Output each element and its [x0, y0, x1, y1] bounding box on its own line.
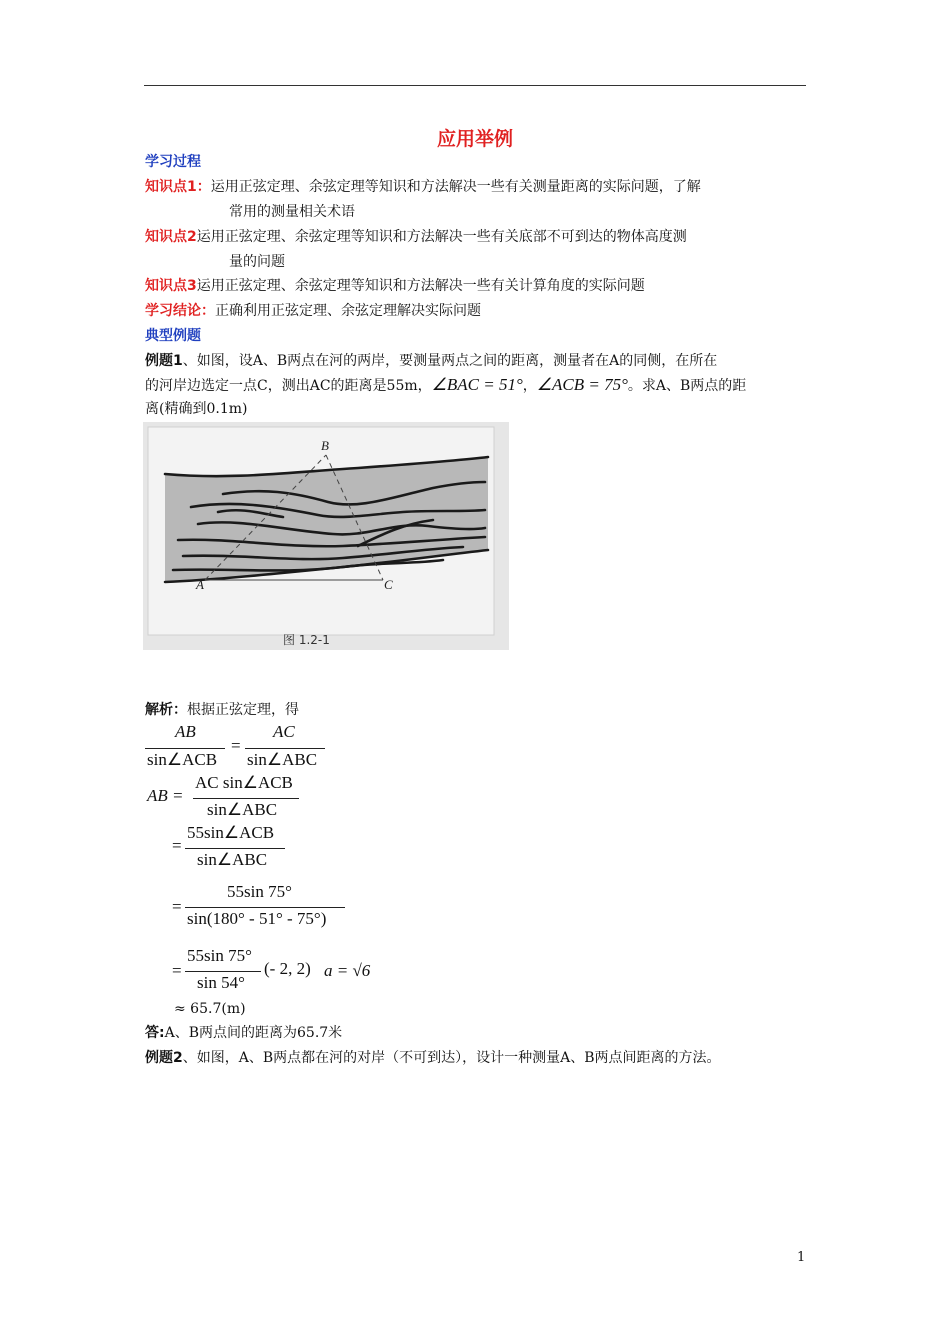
kp3-text: 运用正弦定理、余弦定理等知识和方法解决一些有关计算角度的实际问题	[196, 278, 645, 294]
eq2-num: AC sin∠ACB	[195, 773, 293, 792]
eq5-equals: =	[172, 961, 182, 980]
ex1-line2	[145, 375, 746, 396]
label-c: C	[384, 577, 393, 592]
kp2-cont: 量的问题	[229, 254, 285, 270]
ex1-line1	[145, 351, 717, 371]
ex1-label: 例题1	[145, 353, 183, 369]
label-b: B	[321, 438, 329, 453]
approx-result: ≈ 65.7(m)	[174, 1001, 246, 1017]
kp1-label: 知识点1：	[145, 179, 211, 195]
kp2-label: 知识点2	[145, 229, 197, 245]
equation-5	[170, 946, 410, 996]
label-a: A	[196, 577, 204, 592]
conclusion-line	[145, 301, 481, 321]
eq3-den: sin∠ABC	[197, 850, 268, 869]
solution-label: 解析：	[145, 702, 187, 718]
eq4-den: sin(180° - 51° - 75°)	[187, 909, 327, 928]
ex1-text2b: 。求A、B两点的距	[627, 378, 747, 394]
equation-3	[170, 823, 370, 873]
eq1-num-right: AC	[273, 722, 295, 741]
equation-2	[145, 773, 345, 823]
solution-line	[145, 700, 299, 720]
eq1-den-left: sin∠ACB	[147, 750, 218, 769]
eq1-den-right: sin∠ABC	[247, 750, 318, 769]
kp2-line	[145, 227, 687, 247]
page-number: 1	[797, 1250, 806, 1265]
equation-4	[170, 882, 370, 932]
eq1-equals: =	[231, 736, 241, 755]
answer-line	[145, 1023, 342, 1043]
eq5-den: sin 54°	[197, 973, 245, 992]
equation-1	[145, 722, 345, 772]
conclusion-text: 正确利用正弦定理、余弦定理解决实际问题	[215, 303, 481, 319]
ex2-text: 、如图，A、B两点都在河的对岸（不可到达），设计一种测量A、B两点间距离的方法。	[182, 1050, 721, 1066]
angle-bac: ∠BAC = 51°	[431, 375, 523, 394]
kp1-text: 运用正弦定理、余弦定理等知识和方法解决一些有关测量距离的实际问题，了解	[210, 179, 701, 195]
angle-sep: ，	[522, 378, 537, 394]
ex1-line3: 离(精确到0.1m)	[145, 401, 248, 417]
eq2-prefix: AB =	[147, 786, 184, 805]
ex2-label: 例题2	[145, 1050, 183, 1066]
eq5-extra-a: a = √6	[324, 961, 371, 980]
eq5-num: 55sin 75°	[187, 946, 252, 965]
eq1-num-left: AB	[175, 722, 196, 741]
answer-text: A、B两点间的距离为65.7米	[164, 1025, 343, 1041]
eq2-den: sin∠ABC	[207, 800, 278, 819]
kp1-cont: 常用的测量相关术语	[229, 204, 355, 220]
header-rule	[144, 85, 806, 86]
kp3-label: 知识点3	[145, 278, 197, 294]
eq4-num: 55sin 75°	[227, 882, 292, 901]
eq5-extra-interval: (- 2, 2)	[264, 959, 311, 978]
eq4-equals: =	[172, 897, 182, 916]
kp2-text: 运用正弦定理、余弦定理等知识和方法解决一些有关底部不可到达的物体高度测	[196, 229, 687, 245]
ex1-text1: 、如图，设A、B两点在河的两岸，要测量两点之间的距离，测量者在A的同侧，在所在	[182, 353, 718, 369]
solution-text: 根据正弦定理，得	[187, 702, 299, 718]
figure-caption: 图 1.2-1	[283, 633, 330, 647]
eq3-num: 55sin∠ACB	[187, 823, 275, 842]
kp3-line	[145, 276, 645, 296]
ex2-line	[145, 1048, 721, 1068]
kp1-line	[145, 177, 701, 197]
ex1-text2a: 的河岸边选定一点C，测出AC的距离是55m，	[145, 378, 432, 394]
page-title: 应用举例	[436, 128, 513, 150]
angle-acb: ∠ACB = 75°	[536, 375, 628, 394]
answer-label: 答:	[145, 1025, 165, 1041]
eq3-equals: =	[172, 836, 182, 855]
river-figure	[143, 422, 509, 650]
river-diagram	[143, 422, 509, 650]
process-heading: 学习过程	[145, 154, 201, 170]
examples-heading: 典型例题	[145, 328, 201, 344]
conclusion-label: 学习结论：	[145, 303, 215, 319]
